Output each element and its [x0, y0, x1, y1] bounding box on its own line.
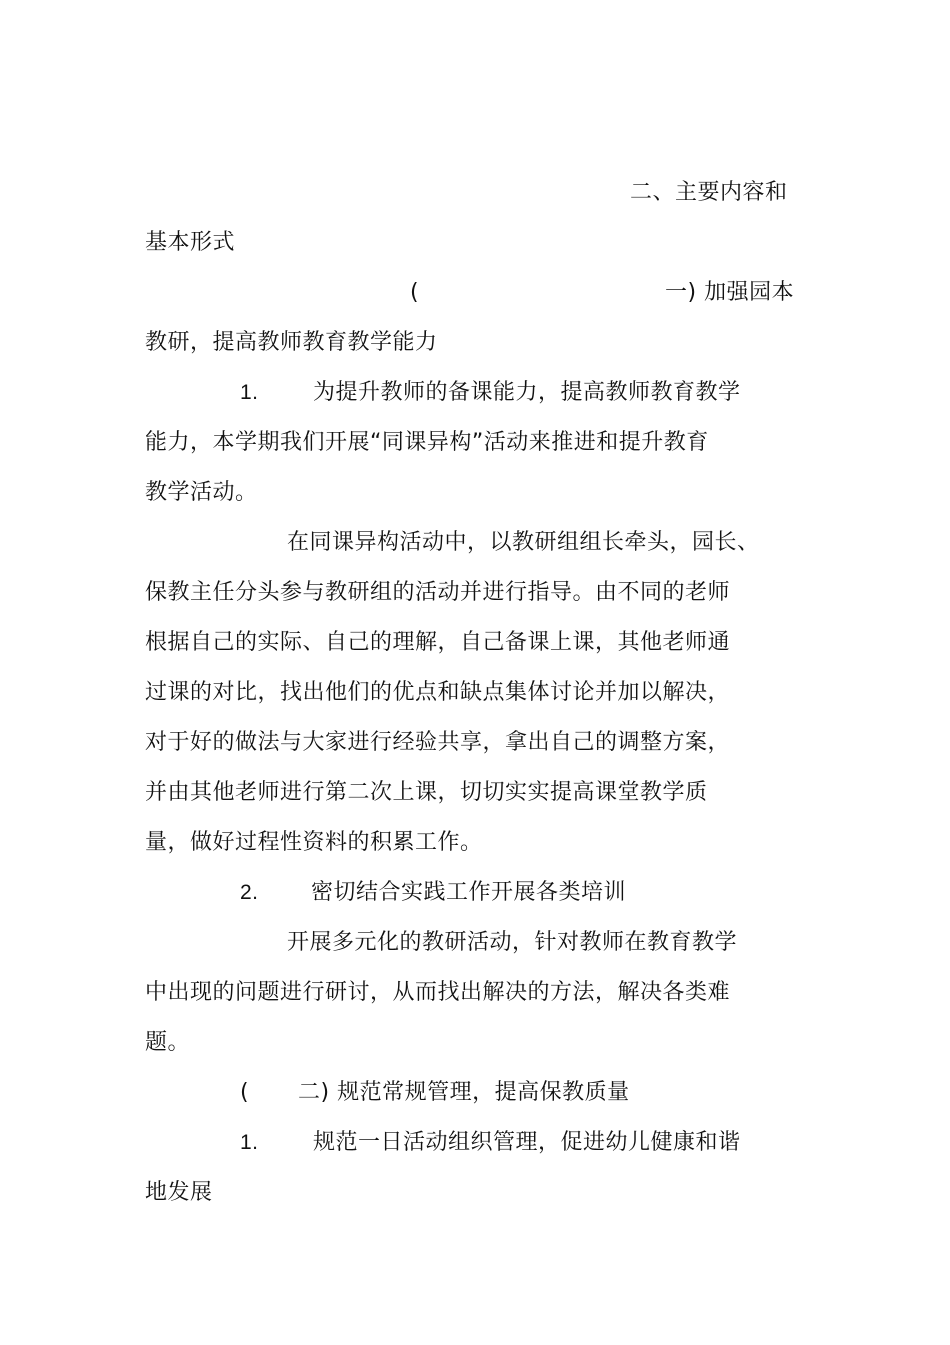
- item-2-line1: 密切结合实践工作开展各类培训: [311, 880, 627, 905]
- subsection-2-text: 二) 规范常规管理，提高保教质量: [298, 1080, 630, 1105]
- item-1-line2: 能力，本学期我们开展“同课异构”活动来推进和提升教育: [145, 430, 709, 455]
- item-1-line3: 教学活动。: [145, 480, 258, 505]
- item-3-number: 1.: [240, 1131, 259, 1154]
- section-heading-part2: 基本形式: [145, 230, 236, 255]
- item-2-number: 2.: [240, 881, 259, 904]
- paragraph-1-line7: 量，做好过程性资料的积累工作。: [145, 830, 483, 855]
- item-1-number: 1.: [240, 381, 259, 404]
- item-3-line1: 规范一日活动组织管理，促进幼儿健康和谐: [313, 1130, 741, 1155]
- paragraph-1-line4: 过课的对比，找出他们的优点和缺点集体讨论并加以解决，: [145, 680, 731, 705]
- paragraph-1-line3: 根据自己的实际、自己的理解，自己备课上课，其他老师通: [145, 630, 731, 655]
- subsection-1-part2: 教研，提高教师教育教学能力: [145, 330, 438, 355]
- section-heading-part1: 二、主要内容和: [630, 180, 788, 205]
- paragraph-1-line2: 保教主任分头参与教研组的活动并进行指导。由不同的老师: [145, 580, 731, 605]
- paragraph-2-line3: 题。: [145, 1030, 191, 1055]
- paragraph-1-line6: 并由其他老师进行第二次上课，切切实实提高课堂教学质: [145, 780, 708, 805]
- subsection-1-paren: (: [410, 280, 420, 305]
- item-1-line1: 为提升教师的备课能力，提高教师教育教学: [313, 380, 741, 405]
- paragraph-2-line1: 开展多元化的教研活动，针对教师在教育教学: [287, 930, 738, 955]
- subsection-2-paren: (: [240, 1080, 250, 1105]
- paragraph-1-line5: 对于好的做法与大家进行经验共享，拿出自己的调整方案，: [145, 730, 731, 755]
- paragraph-2-line2: 中出现的问题进行研讨，从而找出解决的方法，解决各类难: [145, 980, 731, 1005]
- subsection-1-part1: 一) 加强园本: [665, 280, 795, 305]
- item-3-line2: 地发展: [145, 1180, 213, 1205]
- paragraph-1-line1: 在同课异构活动中，以教研组组长牵头，园长、: [287, 530, 760, 555]
